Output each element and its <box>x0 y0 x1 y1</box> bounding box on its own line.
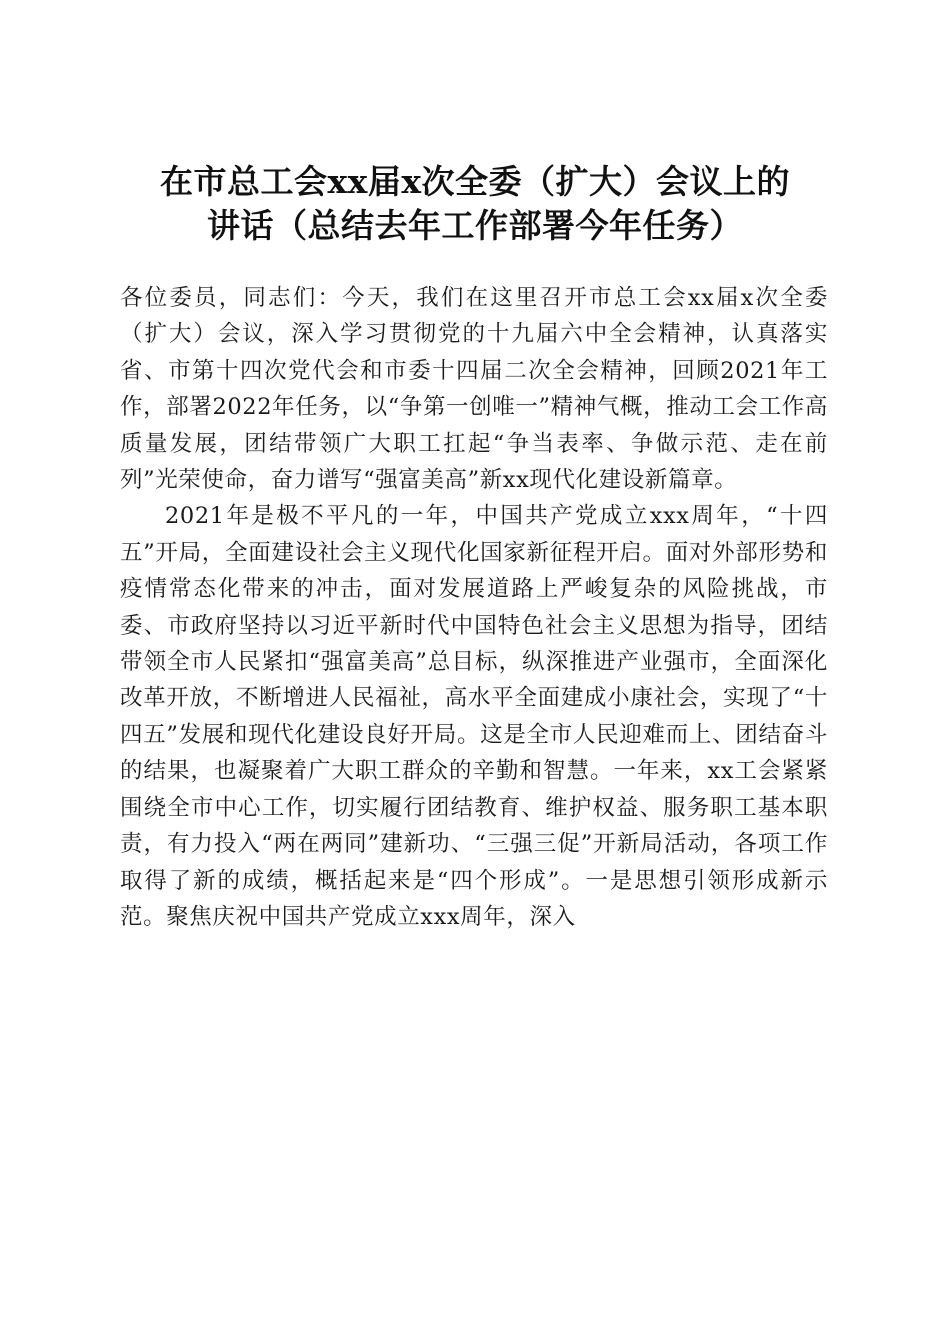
document-title <box>110 160 840 248</box>
paragraph-opening: 各位委员，同志们：今天，我们在这里召开市总工会xx届x次全委（扩大）会议，深入学习贯彻党的十九届六中全会精神，认真落实省、市第十四次党代会和市委十四届二次全会精神，回顾2021年工作，部署2022年任务，以“争第一创唯一”精神气概，推动工会工作高质量发展，团结带领广大职工扛起“争当表率、争做示范、走在前列”光荣使命，奋力谱写“强富美高”新xx现代化建设新篇章。 <box>120 285 828 494</box>
document-body <box>120 280 828 935</box>
title-line-1: 在市总工会xx届x次全委（扩大）会议上的 <box>159 162 791 202</box>
title-line-2: 讲话（总结去年工作部署今年任务） <box>207 206 743 246</box>
paragraph-review: 2021年是极不平凡的一年，中国共产党成立xxx周年，“十四五”开局，全面建设社会主义现代化国家新征程开启。面对外部形势和疫情常态化带来的冲击，面对发展道路上严峻复杂的风险挑战，市委、市政府坚持以习近平新时代中国特色社会主义思想为指导，团结带领全市人民紧扣“强富美高”总目标，纵深推进产业强市，全面深化改革开放，不断增进人民福祉，高水平全面建成小康社会，实现了“十四五”发展和现代化建设良好开局。这是全市人民迎难而上、团结奋斗的结果，也凝聚着广大职工群众的辛勤和智慧。一年来，xx工会紧紧围绕全市中心工作，切实履行团结教育、维护权益、服务职工基本职责，有力投入“两在两同”建新功、“三强三促”开新局活动，各项工作取得了新的成绩，概括起来是“四个形成”。一是思想引领形成新示范。聚焦庆祝中国共产党成立xxx周年，深入 <box>120 503 828 930</box>
